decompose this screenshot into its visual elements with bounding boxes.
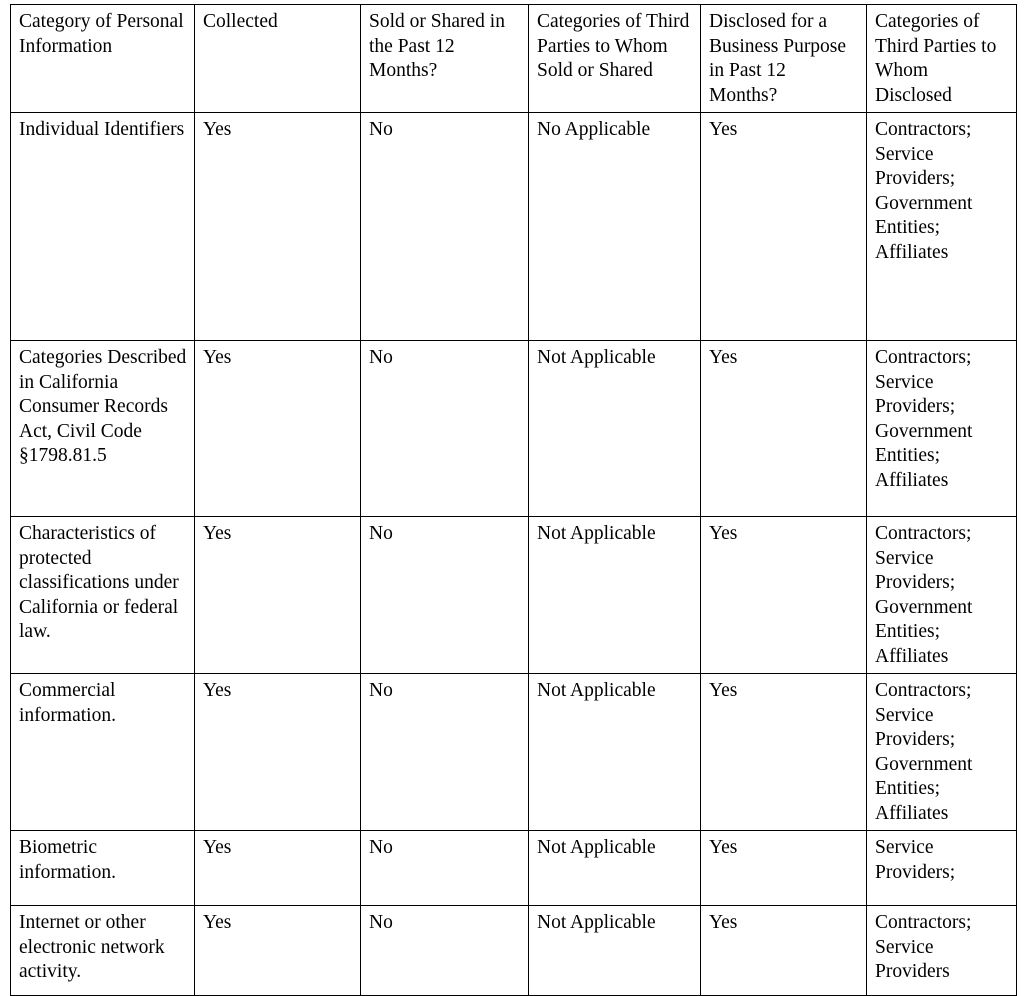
cell-collected: Yes <box>195 831 361 906</box>
column-header-disclosed-business-purpose <box>701 5 867 113</box>
cell-collected: Yes <box>195 341 361 517</box>
cell-third-parties-disclosed: Contractors; Service Providers; Government Entities; Affiliates <box>867 517 1017 674</box>
column-header-sold-or-shared <box>361 5 529 113</box>
cell-third-parties-sold: Not Applicable <box>529 517 701 674</box>
column-header-collected-text: Collected <box>203 11 278 32</box>
cell-disclosed-business-purpose: Yes <box>701 674 867 831</box>
table-row <box>11 831 1017 906</box>
cell-collected: Yes <box>195 906 361 996</box>
column-header-third-parties-sold-text: Categories of Third Parties to Whom Sold or Shared <box>537 11 690 81</box>
cell-category: Categories Described in California Consumer Records Act, Civil Code §1798.81.5 <box>11 341 195 517</box>
table-row <box>11 517 1017 674</box>
cell-sold-or-shared: No <box>361 674 529 831</box>
cell-third-parties-disclosed: Contractors; Service Providers; Government Entities; Affiliates <box>867 113 1017 341</box>
column-header-third-parties-disclosed <box>867 5 1017 113</box>
table-row <box>11 674 1017 831</box>
cell-disclosed-business-purpose: Yes <box>701 113 867 341</box>
cell-third-parties-sold: Not Applicable <box>529 831 701 906</box>
table-row <box>11 341 1017 517</box>
cell-third-parties-disclosed: Service Providers; <box>867 831 1017 906</box>
column-header-collected <box>195 5 361 113</box>
cell-category: Individual Identifiers <box>11 113 195 341</box>
cell-sold-or-shared: No <box>361 341 529 517</box>
cell-third-parties-disclosed: Contractors; Service Providers <box>867 906 1017 996</box>
cell-third-parties-disclosed: Contractors; Service Providers; Government Entities; Affiliates <box>867 674 1017 831</box>
column-header-category-text: Category of Personal Information <box>19 11 184 57</box>
cell-collected: Yes <box>195 517 361 674</box>
cell-disclosed-business-purpose: Yes <box>701 831 867 906</box>
column-header-disclosed-business-purpose-text: Disclosed for a Business Purpose in Past 12 Months? <box>709 11 847 106</box>
cell-collected: Yes <box>195 674 361 831</box>
column-header-sold-or-shared-text: Sold or Shared in the Past 12 Months? <box>369 11 505 81</box>
cell-sold-or-shared: No <box>361 113 529 341</box>
column-header-third-parties-sold <box>529 5 701 113</box>
cell-third-parties-sold: Not Applicable <box>529 674 701 831</box>
cell-sold-or-shared: No <box>361 906 529 996</box>
cell-disclosed-business-purpose: Yes <box>701 517 867 674</box>
column-header-category <box>11 5 195 113</box>
cell-third-parties-sold: Not Applicable <box>529 341 701 517</box>
privacy-disclosure-table <box>10 4 1017 996</box>
column-header-third-parties-disclosed-text: Categories of Third Parties to Whom Disclosed <box>875 11 997 106</box>
cell-category: Biometric information. <box>11 831 195 906</box>
table-row <box>11 113 1017 341</box>
table-row <box>11 906 1017 996</box>
cell-disclosed-business-purpose: Yes <box>701 906 867 996</box>
cell-category: Commercial information. <box>11 674 195 831</box>
cell-disclosed-business-purpose: Yes <box>701 341 867 517</box>
cell-third-parties-disclosed: Contractors; Service Providers; Government Entities; Affiliates <box>867 341 1017 517</box>
table-body <box>11 5 1017 996</box>
cell-third-parties-sold: Not Applicable <box>529 906 701 996</box>
cell-sold-or-shared: No <box>361 831 529 906</box>
cell-category: Characteristics of protected classifications under California or federal law. <box>11 517 195 674</box>
cell-collected: Yes <box>195 113 361 341</box>
table-header-row <box>11 5 1017 113</box>
cell-sold-or-shared: No <box>361 517 529 674</box>
cell-third-parties-sold: No Applicable <box>529 113 701 341</box>
cell-category: Internet or other electronic network activity. <box>11 906 195 996</box>
